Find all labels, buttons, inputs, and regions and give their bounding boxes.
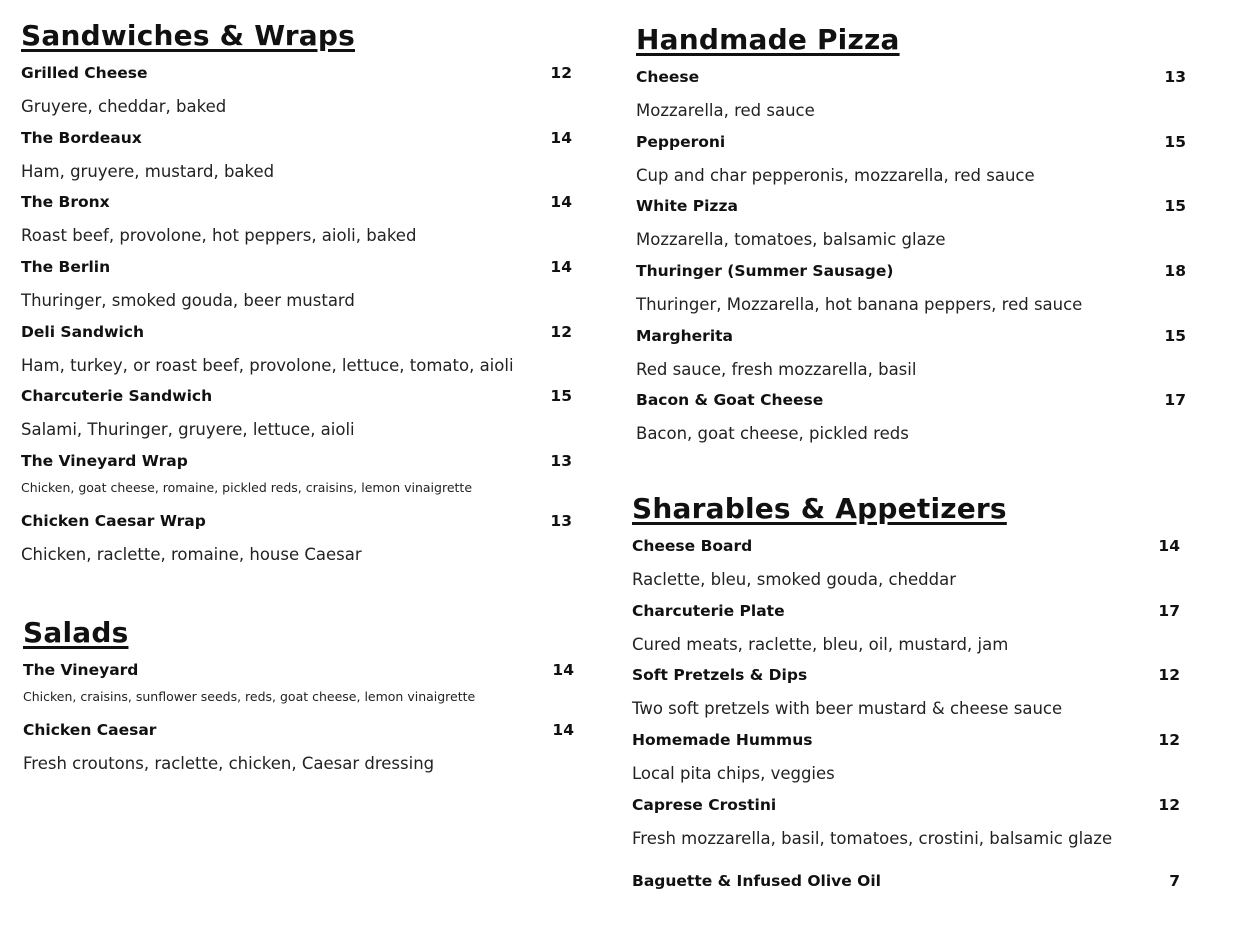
menu-item — [21, 322, 572, 387]
item-name: Cheese Board — [632, 537, 753, 555]
item-name: Baguette & Infused Olive Oil — [632, 872, 881, 891]
section-heading: Sandwiches & Wraps — [21, 19, 356, 52]
item-price: 15 — [1164, 326, 1186, 345]
section-heading: Sharables & Appetizers — [632, 492, 1007, 525]
item-description: Chicken, goat cheese, romaine, pickled reds, craisins, lemon vinaigrette — [21, 480, 473, 496]
item-description: Chicken, raclette, romaine, house Caesar — [21, 545, 362, 565]
item-description: Raclette, bleu, smoked gouda, cheddar — [632, 570, 956, 589]
item-price: 13 — [1164, 68, 1186, 86]
item-price: 12 — [1158, 666, 1180, 685]
item-price: 7 — [1169, 872, 1180, 891]
menu-item — [632, 730, 1180, 795]
menu-item — [632, 536, 1180, 601]
item-description: Two soft pretzels with beer mustard & cheese sauce — [632, 699, 1063, 719]
item-description: Ham, turkey, or roast beef, provolone, lettuce, tomato, aioli — [21, 355, 514, 375]
item-price: 18 — [1164, 262, 1186, 281]
section-pizza — [636, 23, 1186, 455]
menu-item — [23, 660, 574, 720]
menu-item — [636, 326, 1186, 391]
item-description: Fresh mozzarella, basil, tomatoes, crostini, balsamic glaze — [632, 828, 1113, 848]
menu-item — [21, 386, 572, 451]
menu-items — [23, 660, 574, 785]
item-name: The Vineyard — [23, 661, 139, 679]
item-name: Homemade Hummus — [632, 731, 813, 750]
item-name: Margherita — [636, 326, 733, 345]
item-price: 12 — [550, 64, 572, 82]
menu-item — [636, 132, 1186, 197]
item-description: Roast beef, provolone, hot peppers, aioli, baked — [21, 226, 417, 246]
section-heading: Salads — [23, 616, 129, 649]
item-name: Soft Pretzels & Dips — [632, 666, 808, 685]
item-name: White Pizza — [636, 197, 738, 216]
item-description: Bacon, goat cheese, pickled reds — [636, 424, 909, 444]
item-price: 14 — [552, 661, 574, 679]
item-name: The Bronx — [21, 193, 110, 212]
item-description: Gruyere, cheddar, baked — [21, 97, 227, 116]
section-salads — [23, 616, 574, 785]
menu-items — [21, 63, 572, 576]
menu-item — [21, 192, 572, 257]
item-name: The Vineyard Wrap — [21, 452, 188, 471]
item-description: Fresh croutons, raclette, chicken, Caesar dressing — [23, 754, 435, 773]
item-name: Pepperoni — [636, 132, 726, 151]
menu-item — [636, 261, 1186, 326]
item-description: Ham, gruyere, mustard, baked — [21, 161, 275, 181]
item-description: Mozzarella, tomatoes, balsamic glaze — [636, 230, 946, 250]
item-price: 13 — [550, 452, 572, 471]
item-price: 15 — [1164, 197, 1186, 216]
item-price: 12 — [1158, 795, 1180, 814]
menu-items — [632, 536, 1180, 936]
item-description: Chicken, craisins, sunflower seeds, reds, goat cheese, lemon vinaigrette — [23, 689, 476, 704]
item-price: 14 — [550, 193, 572, 212]
item-description: Cup and char pepperonis, mozzarella, red sauce — [636, 165, 1035, 185]
item-description: Thuringer, smoked gouda, beer mustard — [21, 291, 355, 311]
menu-item — [636, 390, 1186, 455]
item-price: 14 — [552, 721, 574, 739]
menu-item — [632, 795, 1180, 860]
menu-item — [636, 196, 1186, 261]
item-name: Grilled Cheese — [21, 64, 148, 82]
menu-item — [21, 257, 572, 322]
item-name: Charcuterie Plate — [632, 601, 785, 620]
item-name: Chicken Caesar — [23, 721, 157, 739]
item-price: 14 — [550, 128, 572, 147]
menu-item — [23, 720, 574, 785]
item-description: Mozzarella, red sauce — [636, 101, 815, 120]
item-description: Local pita chips, veggies — [632, 764, 835, 784]
item-name: The Berlin — [21, 258, 111, 277]
item-name: Chicken Caesar Wrap — [21, 512, 206, 531]
item-description: Salami, Thuringer, gruyere, lettuce, aioli — [21, 420, 355, 440]
item-description: Cured meats, raclette, bleu, oil, mustard, jam — [632, 634, 1009, 654]
item-price: 12 — [1158, 731, 1180, 750]
item-price: 12 — [550, 322, 572, 341]
section-heading: Handmade Pizza — [636, 23, 900, 56]
menu-item — [21, 451, 572, 511]
item-name: Charcuterie Sandwich — [21, 387, 213, 406]
item-name: Caprese Crostini — [632, 795, 777, 814]
item-price: 15 — [550, 387, 572, 406]
item-description: Thuringer, Mozzarella, hot banana peppers, red sauce — [636, 295, 1083, 315]
item-name: Thuringer (Summer Sausage) — [636, 262, 894, 281]
item-price: 17 — [1158, 601, 1180, 620]
item-price: 14 — [550, 258, 572, 277]
item-name: The Bordeaux — [21, 128, 142, 147]
menu-items — [636, 67, 1186, 455]
menu-item — [21, 128, 572, 193]
item-price: 13 — [550, 512, 572, 531]
menu-item — [632, 871, 1180, 936]
section-sharables — [632, 492, 1180, 936]
item-price: 14 — [1158, 537, 1180, 555]
item-name: Cheese — [636, 68, 700, 86]
menu-item — [632, 601, 1180, 666]
item-name: Deli Sandwich — [21, 322, 145, 341]
item-price: 17 — [1164, 391, 1186, 410]
section-sandwiches — [21, 19, 572, 576]
item-price: 15 — [1164, 132, 1186, 151]
menu-item — [632, 665, 1180, 730]
menu-item — [636, 67, 1186, 132]
menu-item — [21, 63, 572, 128]
item-description: Red sauce, fresh mozzarella, basil — [636, 359, 917, 379]
menu-item — [21, 511, 572, 576]
item-name: Bacon & Goat Cheese — [636, 391, 824, 410]
